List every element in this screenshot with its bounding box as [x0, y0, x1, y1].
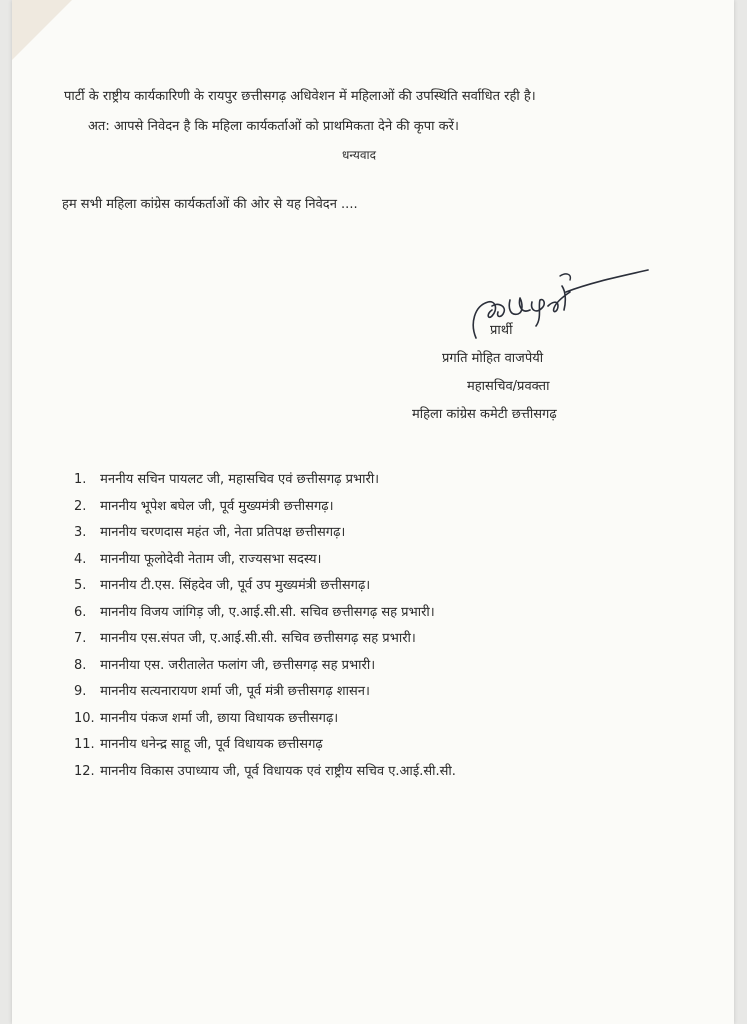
page-fold-corner	[12, 0, 72, 60]
signatory-name: प्रगति मोहित वाजपेयी	[442, 351, 544, 366]
list-item-number: 12.	[74, 763, 95, 779]
list-item	[74, 629, 456, 656]
list-item	[74, 550, 456, 577]
list-item-text: माननीय धनेन्द्र साहू जी, पूर्व विधायक छत्तीसगढ़	[100, 737, 323, 752]
list-item	[74, 682, 456, 709]
list-item-number: 2.	[74, 498, 87, 514]
list-item-number: 11.	[74, 737, 95, 752]
list-item-text: माननीय टी.एस. सिंहदेव जी, पूर्व उप मुख्यमंत्री छत्तीसगढ़।	[100, 578, 371, 593]
list-item-number: 6.	[74, 604, 87, 620]
list-item-text: माननीया एस. जरीतालेत फलांग जी, छत्तीसगढ़ सह प्रभारी।	[100, 657, 376, 673]
list-item-number: 10.	[74, 710, 95, 726]
letter-page	[12, 0, 734, 1024]
closing-text: हम सभी महिला कांग्रेस कार्यकर्ताओं की ओर से यह निवेदन ....	[62, 197, 358, 212]
signatory-designation: महासचिव/प्रवक्ता	[467, 379, 550, 394]
list-item	[74, 470, 456, 497]
list-item	[74, 709, 456, 736]
list-item-number: 4.	[74, 551, 87, 567]
list-item-number: 8.	[74, 657, 87, 673]
list-item	[74, 603, 456, 630]
paragraph-line-2: अत: आपसे निवेदन है कि महिला कार्यकर्ताओं को प्राथमिकता देने की कृपा करें।	[88, 119, 459, 134]
list-item-text: माननीय सत्यनारायण शर्मा जी, पूर्व मंत्री छत्तीसगढ़ शासन।	[100, 684, 370, 699]
list-item-number: 7.	[74, 631, 87, 646]
list-item-text: माननीय चरणदास महंत जी, नेता प्रतिपक्ष छत्तीसगढ़।	[100, 525, 346, 540]
list-item-text: माननीय भूपेश बघेल जी, पूर्व मुख्यमंत्री छत्तीसगढ़।	[100, 498, 334, 514]
thanks-text: धन्यवाद	[342, 148, 377, 162]
list-item	[74, 523, 456, 550]
list-item-text: माननीय विकास उपाध्याय जी, पूर्व विधायक एवं राष्ट्रीय सचिव ए.आई.सी.सी.	[100, 763, 456, 779]
list-item-text: मननीय सचिन पायलट जी, महासचिव एवं छत्तीसगढ़ प्रभारी।	[100, 472, 380, 487]
list-item	[74, 735, 456, 762]
copy-recipient-list	[74, 470, 456, 788]
applicant-label: प्रार्थी	[490, 323, 513, 338]
list-item-number: 3.	[74, 525, 87, 540]
list-item-text: माननीय पंकज शर्मा जी, छाया विधायक छत्तीसगढ़।	[100, 710, 339, 726]
list-item-number: 5.	[74, 578, 87, 593]
list-item	[74, 576, 456, 603]
list-item-number: 1.	[74, 472, 87, 487]
paragraph-line-1: पार्टी के राष्ट्रीय कार्यकारिणी के रायपुर छत्तीसगढ़ अधिवेशन में महिलाओं की उपस्थिति सर्वाधित रही है।	[64, 89, 536, 104]
list-item	[74, 497, 456, 524]
list-item	[74, 762, 456, 789]
list-item-text: माननीय एस.संपत जी, ए.आई.सी.सी. सचिव छत्तीसगढ़ सह प्रभारी।	[100, 631, 416, 646]
list-item-number: 9.	[74, 684, 87, 699]
list-item-text: माननीया फूलोदेवी नेताम जी, राज्यसभा सदस्य।	[100, 551, 322, 567]
list-item	[74, 656, 456, 683]
list-item-text: माननीय विजय जांगिड़ जी, ए.आई.सी.सी. सचिव छत्तीसगढ़ सह प्रभारी।	[100, 604, 435, 620]
signatory-organization: महिला कांग्रेस कमेटी छत्तीसगढ़	[412, 407, 557, 422]
